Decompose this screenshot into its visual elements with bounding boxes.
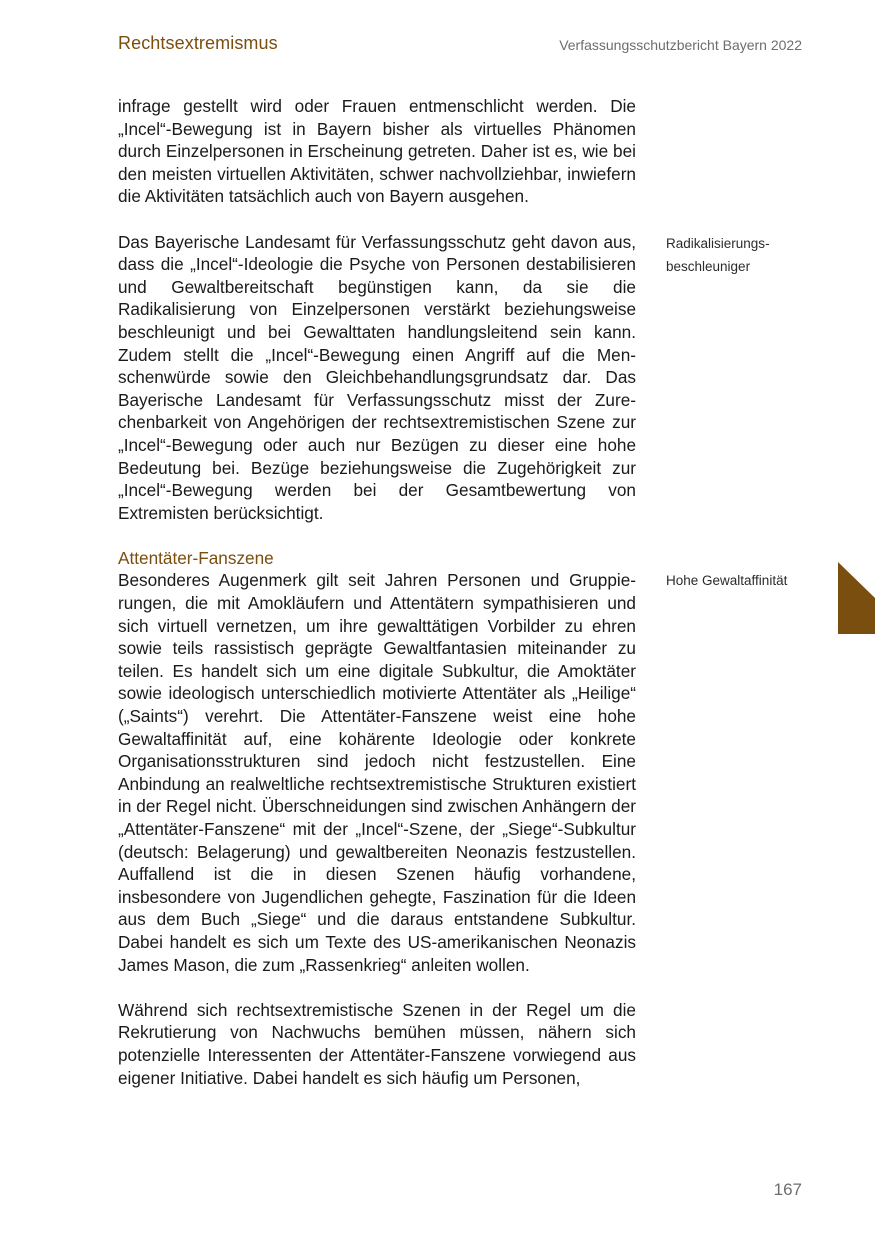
running-header-publication: Verfassungsschutzbericht Bayern 2022 [559,37,802,53]
body-text [118,95,636,1112]
page-number: 167 [773,1180,802,1199]
chapter-tab-marker [838,562,875,634]
paragraph-incel-assessment: Das Bayerische Landesamt für Verfassungsschutz geht davon aus, dass die „Incel“-Ideologie die Psyche von Personen destabilisieren und Gewaltbereitschaft begünstigen kann, da sie die Radikalisierung von Einzelpersonen verstärkt beziehungsweise beschleunigt und bei Gewalttaten handlungsleitend sein kann. Zudem stellt die „Incel“-Bewegung einen Angriff auf die Menschenwürde sowie den Gleichbehandlungsgrundsatz dar. Das Bayerische Landesamt für Verfassungsschutz misst der Zurechenbarkeit von Angehörigen der rechtsextremistischen Szene zur „Incel“-Bewegung oder auch nur Bezügen zu dieser eine hohe Bedeutung bei. Bezüge beziehungsweise die Zugehörigkeit zur „Incel“-Bewegung werden bei der Gesamtbewertung von Extremisten berücksichtigt. [118,231,636,523]
margin-note-radicalization: Radikalisierungsbeschleuniger [666,236,770,274]
paragraph-fanscene: Besonderes Augenmerk gilt seit Jahren Personen und Gruppierungen, die mit Amokläufern und Attentätern sympathisieren und sich virtuell vernetzen, um ihre gewalttätigen Vorbilder zu ehren sowie teils rassistisch geprägte Gewaltfantasien miteinander zu teilen. Es handelt sich um eine digitale Subkultur, die Amoktäter sowie ideologisch unterschiedlich motivierte Attentäter als „Heilige“ („Saints“) verehrt. Die Attentäter-Fanszene weist eine hohe Gewaltaffinität auf, eine kohärente Ideologie oder konkrete Organisationsstrukturen sind jedoch nicht festzustellen. Eine Anbindung an realweltliche rechtsextremistische Strukturen existiert in der Regel nicht. Überschneidungen sind zwischen Anhängern der „Attentäter-Fanszene“ mit der „Incel“-Szene, der „Siege“-Subkultur (deutsch: Belagerung) und gewaltbereiten Neonazis festzustellen. Auffallend ist die in diesen Szenen häufig vorhandene, insbesondere von Jugendlichen gehegte, Faszination für die Ideen aus dem Buch „Siege“ und die daraus entstandene Subkultur. Dabei handelt es sich um Texte des US-amerikanischen Neonazis James Mason, die zum „Rassenkrieg“ anleiten wollen. [118,570,636,975]
running-header-section: Rechtsextremismus [118,33,278,53]
margin-note-violence: Hohe Gewaltaffinität [666,573,788,588]
paragraph-incel-phenomenon: infrage gestellt wird oder Frauen entmenschlicht werden. Die „Incel“-Bewegung ist in Bayern bisher als virtuelles Phänomen durch Einzelpersonen in Erscheinung getreten. Daher ist es, wie bei den meisten virtuellen Aktivitäten, schwer nachvollziehbar, inwiefern die Aktivitäten tatsächlich auch von Bayern ausgehen. [118,96,636,207]
section-heading: Attentäter-Fanszene [118,547,274,568]
paragraph-recruitment: Während sich rechtsextremistische Szenen in der Regel um die Rekrutierung von Nachwuchs bemühen müssen, nähern sich potenzielle Interessenten der Attentäter-Fanszene vorwiegend aus eigener Initiative. Dabei handelt es sich häufig um Personen, [118,999,636,1088]
